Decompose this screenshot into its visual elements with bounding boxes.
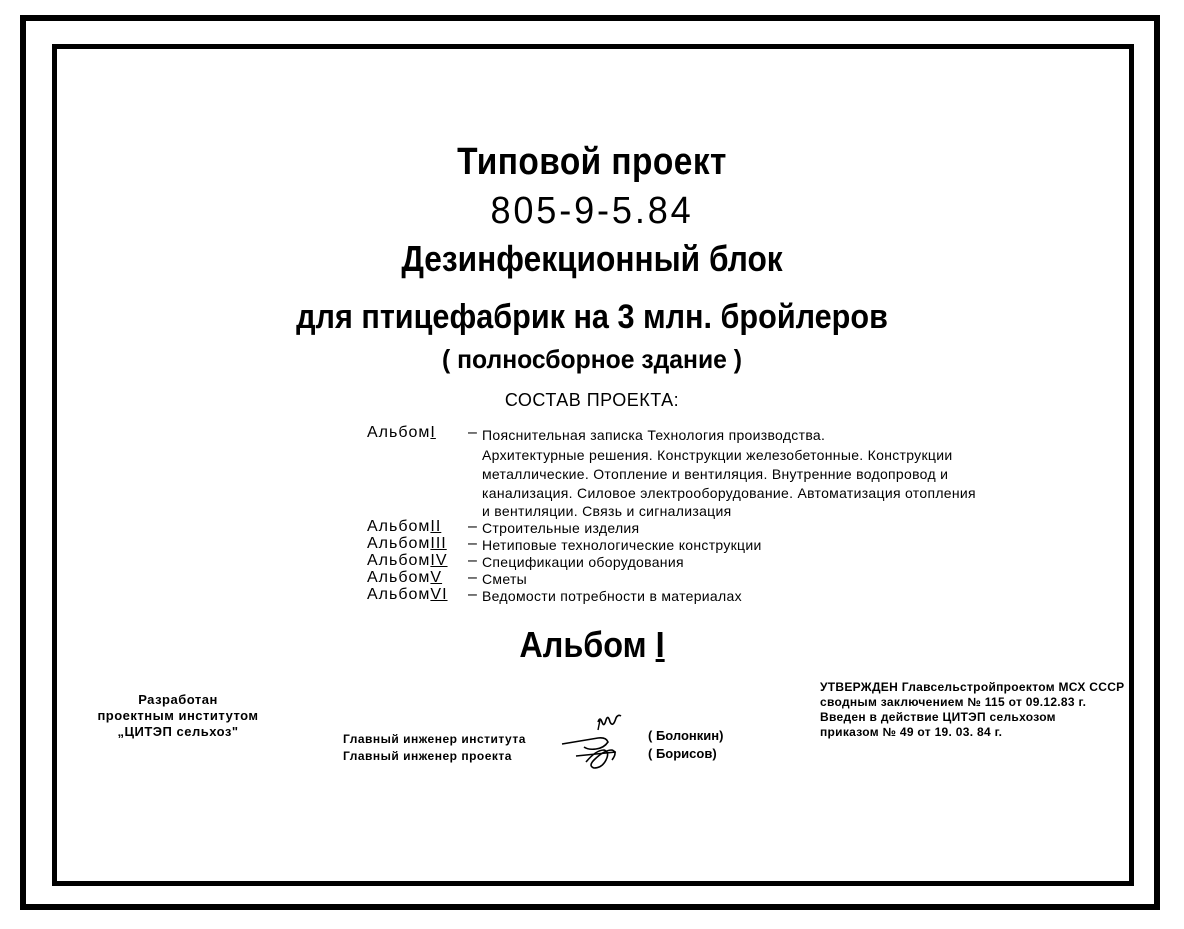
album-label: АльбомVI: [367, 586, 448, 603]
album-dash: –: [468, 552, 477, 569]
album-text: Сметы: [482, 571, 528, 587]
composition-heading: СОСТАВ ПРОЕКТА:: [504, 390, 680, 410]
album-continuation: и вентиляции. Связь и сигнализация: [482, 503, 732, 519]
album-label: АльбомIV: [367, 552, 448, 569]
title-typical-project: Типовой проект: [457, 141, 727, 183]
title-building-type: ( полносборное здание ): [442, 344, 742, 374]
album-label: АльбомI: [367, 424, 436, 441]
album-text: Пояснительная записка Технология производства.: [482, 427, 826, 443]
title-purpose: для птицефабрик на 3 млн. бройлеров: [296, 298, 888, 336]
current-album-heading: Альбом I: [519, 624, 665, 665]
developer-line: Разработан: [138, 692, 218, 707]
chief-engineer-institute-label: Главный инженер института: [343, 732, 526, 746]
approval-line: Введен в действие ЦИТЭП сельхозом: [820, 710, 1056, 724]
album-label: АльбомIII: [367, 535, 447, 552]
approval-line: УТВЕРЖДЕН Главсельстройпроектом МСХ СССР: [820, 680, 1125, 694]
signature-icon: [556, 712, 646, 780]
album-dash: –: [468, 569, 477, 586]
album-continuation: Архитектурные решения. Конструкции железобетонные. Конструкции: [482, 447, 953, 463]
album-label: АльбомV: [367, 569, 443, 586]
album-continuation: металлические. Отопление и вентиляция. Внутренние водопровод и: [482, 466, 949, 482]
approval-line: приказом № 49 от 19. 03. 84 г.: [820, 725, 1003, 739]
album-text: Строительные изделия: [482, 520, 640, 536]
album-dash: –: [468, 535, 477, 552]
chief-engineer-project-label: Главный инженер проекта: [343, 749, 512, 763]
album-continuation: канализация. Силовое электрооборудование. Автоматизация отопления: [482, 485, 976, 501]
approval-line: сводным заключением № 115 от 09.12.83 г.: [820, 695, 1087, 709]
album-dash: –: [468, 424, 477, 441]
developer-line: „ЦИТЭП сельхоз": [117, 724, 239, 739]
title-block-name: Дезинфекционный блок: [401, 238, 783, 279]
chief-engineer-institute-name: ( Болонкин): [648, 728, 724, 743]
project-code: 805-9-5.84: [490, 190, 694, 232]
album-dash: –: [468, 586, 477, 603]
album-text: Спецификации оборудования: [482, 554, 684, 570]
album-text: Ведомости потребности в материалах: [482, 588, 742, 604]
album-text: Нетиповые технологические конструкции: [482, 537, 762, 553]
developer-line: проектным институтом: [97, 708, 259, 723]
album-dash: –: [468, 518, 477, 535]
album-label: АльбомII: [367, 518, 442, 535]
chief-engineer-project-name: ( Борисов): [648, 746, 717, 761]
